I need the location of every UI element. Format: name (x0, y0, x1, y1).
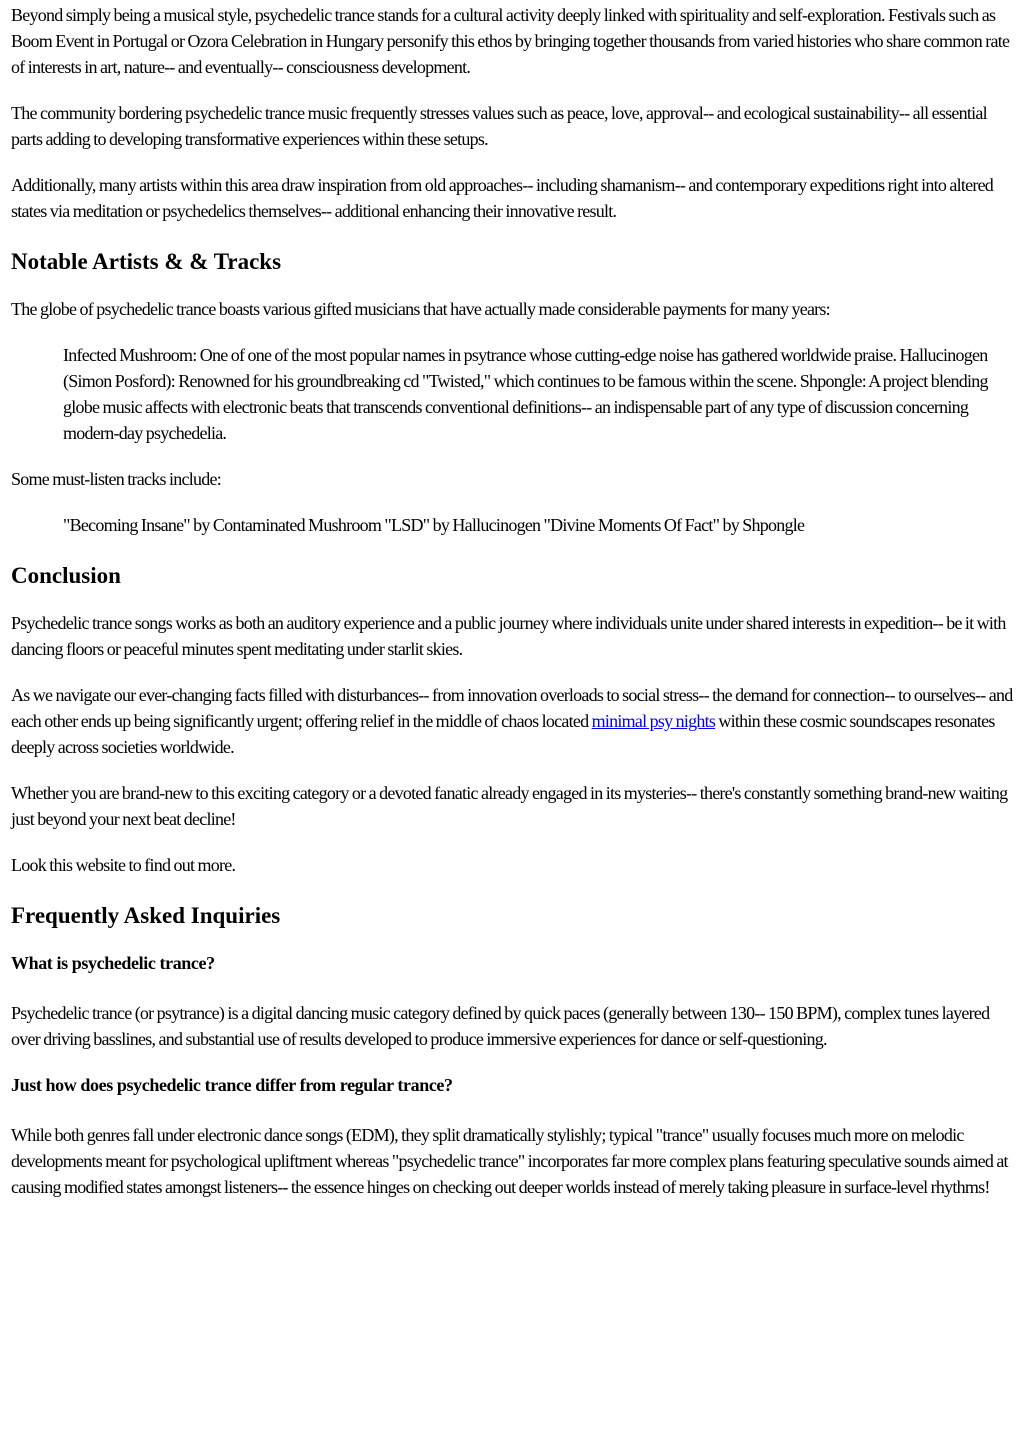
conclusion-heading: Conclusion (11, 563, 121, 588)
intro-paragraph-1: Beyond simply being a musical style, psychedelic trance stands for a cultural activity deeply linked with spirituality and self-exploration. Festivals such as Boom Event in Portugal or Ozora Celebration in Hungary personify this ethos by bringing together thousands from varied histories who share common rate of interests in art, nature-- and eventually-- consciousness development. (11, 5, 1010, 77)
conclusion-text-after-link: within these cosmic soundscapes resonates deeply across societies worldwide. (11, 711, 995, 757)
conclusion-paragraph-4: Look this website to find out more. (11, 855, 236, 875)
faq-question-1: What is psychedelic trance? (11, 953, 215, 973)
artists-list: Infected Mushroom: One of one of the most popular names in psytrance whose cutting-edge noise has gathered worldwide praise. Hallucinogen (Simon Posford): Renowned for his groundbreaking cd "Twisted," which continues to be famous within the scene. Shpongle: A project blending globe music affects with electronic beats that transcends conventional definitions-- an indispensable part of any type of discussion concerning modern-day psychedelia. (63, 345, 988, 443)
conclusion-paragraph-2 (11, 682, 1014, 760)
faq-answer-1: Psychedelic trance (or psytrance) is a digital dancing music category defined by quick paces (generally between 130-- 150 BPM), complex tunes layered over driving basslines, and substantial use of results developed to produce immersive experiences for dance or self-questioning. (11, 1003, 990, 1049)
conclusion-paragraph-1: Psychedelic trance songs works as both an auditory experience and a public journey where individuals unite under shared interests in expedition-- be it with dancing floors or peaceful minutes spent meditating under starlit skies. (11, 613, 1006, 659)
faq-answer-2: While both genres fall under electronic dance songs (EDM), they split dramatically stylishly; typical "trance" usually focuses much more on melodic developments meant for psychological upliftment whereas "psychedelic trance" incorporates far more complex plans featuring speculative sounds aimed at causing modified states amongst listeners-- the essence hinges on checking out deeper worlds instead of merely taking pleasure in surface-level rhythms! (11, 1125, 1008, 1197)
minimal-psy-nights-link[interactable]: minimal psy nights (591, 711, 716, 731)
conclusion-text-before-link: As we navigate our ever-changing facts filled with disturbances-- from innovation overloads to social stress-- the demand for connection-- to ourselves-- and each other ends up being significantly urgent; offering relief in the middle of chaos located (11, 685, 1013, 731)
intro-paragraph-2: The community bordering psychedelic trance music frequently stresses values such as peace, love, approval-- and ecological sustainability-- all essential parts adding to developing transformative experiences within these setups. (11, 103, 987, 149)
tracks-list: "Becoming Insane" by Contaminated Mushroom "LSD" by Hallucinogen "Divine Moments Of Fact" by Shpongle (63, 515, 805, 535)
faq-heading: Frequently Asked Inquiries (11, 903, 281, 928)
document-page (0, 2, 1024, 1200)
tracks-lead: Some must-listen tracks include: (11, 469, 221, 489)
artists-heading: Notable Artists & & Tracks (11, 249, 282, 274)
faq-question-2: Just how does psychedelic trance differ from regular trance? (11, 1075, 453, 1095)
conclusion-paragraph-3: Whether you are brand-new to this exciting category or a devoted fanatic already engaged in its mysteries-- there's constantly something brand-new waiting just beyond your next beat decline! (11, 783, 1008, 829)
intro-paragraph-3: Additionally, many artists within this area draw inspiration from old approaches-- including shamanism-- and contemporary expeditions right into altered states via meditation or psychedelics themselves-- additional enhancing their innovative result. (11, 175, 994, 221)
artists-lead: The globe of psychedelic trance boasts various gifted musicians that have actually made considerable payments for many years: (11, 299, 830, 319)
